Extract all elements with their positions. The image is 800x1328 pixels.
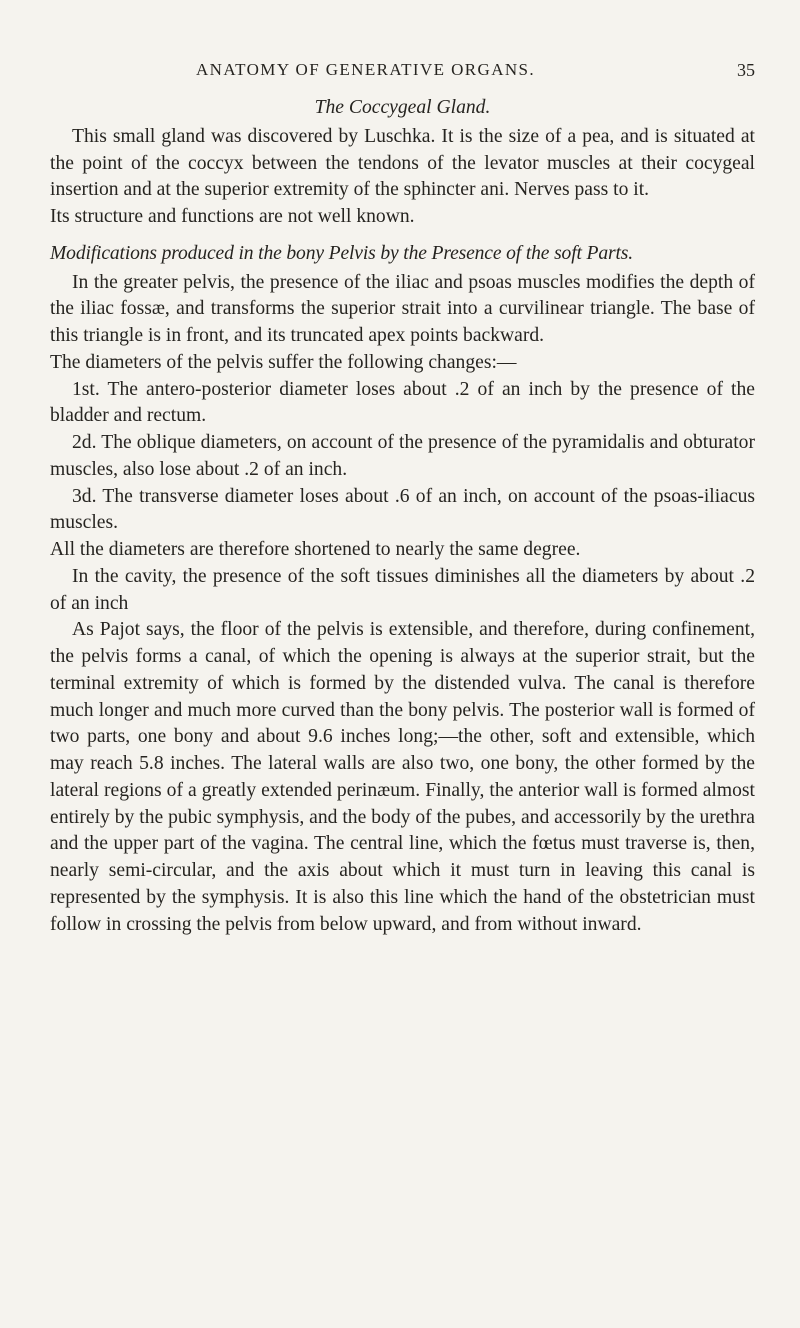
- paragraph: Its structure and functions are not well known.: [50, 206, 415, 227]
- page-number: 35: [737, 60, 755, 80]
- paragraph: In the greater pelvis, the presence of the iliac and psoas muscles modifies the depth of the iliac fossæ, and transforms the superior strait into a curvilinear triangle. The base of this triangle is in front, and its truncated apex points backward.: [50, 271, 755, 346]
- paragraph: The diameters of the pelvis suffer the following changes:—: [50, 351, 517, 373]
- running-head: [0, 60, 800, 90]
- paragraph: All the diameters are therefore shortened to nearly the same degree.: [50, 539, 581, 560]
- running-title: ANATOMY OF GENERATIVE ORGANS.: [196, 60, 536, 79]
- paragraph: This small gland was discovered by Luschka. It is the size of a pea, and is situated at the point of the coccyx between the tendons of the levator muscles at their cocygeal insertion and at the superior extremity of the sphincter ani. Nerves pass to it.: [50, 125, 755, 201]
- paragraph: In the cavity, the presence of the soft tissues diminishes all the diameters by about .2 of an inch: [50, 565, 755, 614]
- section-title-coccygeal-gland: The Coccygeal Gland.: [314, 97, 491, 118]
- paragraph: 2d. The oblique diameters, on account of the presence of the pyramidalis and obturator muscles, also lose about .2 of an inch.: [50, 432, 755, 480]
- body-text: [50, 95, 755, 938]
- paragraph: 1st. The antero-posterior diameter loses about .2 of an inch by the presence of the bladder and rectum.: [50, 378, 755, 427]
- section-title-modifications: Modifications produced in the bony Pelvis by the Presence of the soft Parts.: [50, 242, 633, 264]
- paragraph: As Pajot says, the floor of the pelvis is extensible, and therefore, during confinement, the pelvis forms a canal, of which the opening is always at the superior strait, but the terminal extremity of which is formed by the distended vulva. The canal is therefore much longer and much more curved than the bony pelvis. The posterior wall is formed of two parts, one bony and about 9.6 inches long;—the other, soft and extensible, which may reach 5.8 inches. The lateral walls are also two, one bony, the other formed by the lateral regions of a greatly extended perinæum. Finally, the anterior wall is formed almost entirely by the pubic symphysis, and the body of the pubes, and accessorily by the urethra and the upper part of the vagina. The central line, which the fœtus must traverse is, then, nearly semi-circular, and the axis about which it must turn in leaving this canal is represented by the symphysis. It is also this line which the hand of the obstetrician must follow in crossing the pelvis from below upward, and from without inward.: [50, 619, 755, 935]
- paragraph: 3d. The transverse diameter loses about .6 of an inch, on account of the psoas-iliacus muscles.: [50, 485, 755, 534]
